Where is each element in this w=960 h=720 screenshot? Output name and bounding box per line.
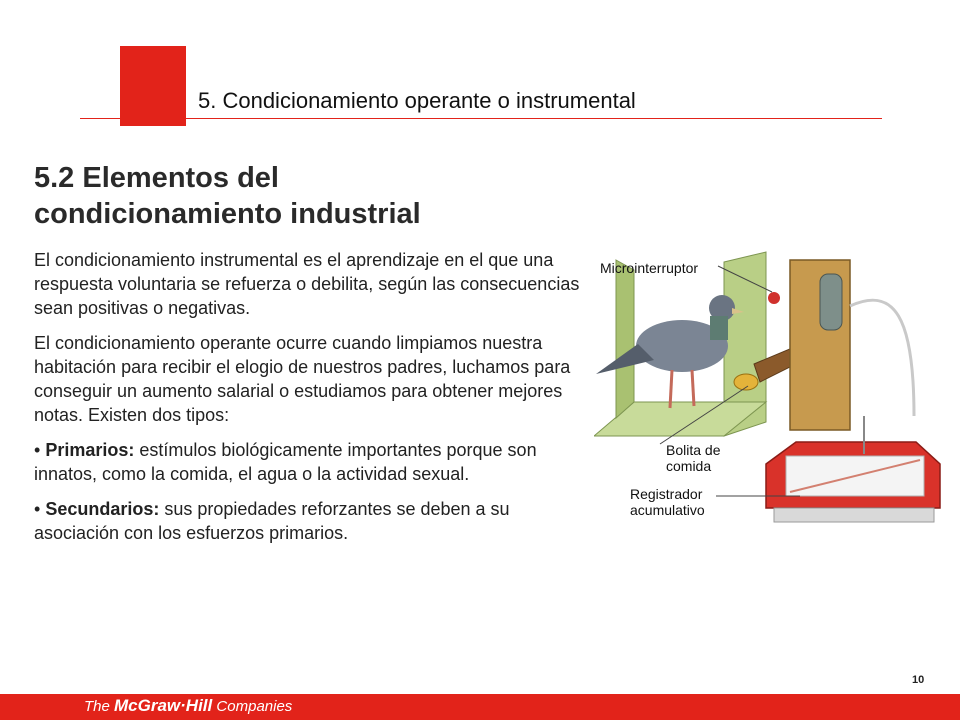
body-text <box>34 248 594 556</box>
bullet-primary <box>34 438 594 486</box>
label-food-pellet-line-1: Bolita de <box>666 442 721 458</box>
counter-cylinder <box>820 274 842 330</box>
skinner-box-illustration <box>594 246 956 546</box>
label-microswitch: Microinterruptor <box>600 260 699 276</box>
pigeon-leg <box>692 370 694 406</box>
logo-suffix: Companies <box>212 698 293 715</box>
paragraph-examples: El condicionamiento operante ocurre cuando limpiamos nuestra habitación para recibir el elogio de nuestros padres, luchamos para conseguir un aumento salarial o estudiamos para obtener mejores notas. Existen dos tipos: <box>34 333 571 425</box>
paragraph-definition: El condicionamiento instrumental es el aprendizaje en el que una respuesta voluntaria se refuerza o debilita, según las consecuencias sean positivas o negativas. <box>34 250 580 318</box>
label-recorder <box>630 486 705 518</box>
response-key <box>768 292 780 304</box>
recorder-base <box>774 508 934 522</box>
bullet-text: estímulos biológicamente importantes porque son innatos, como la comida, el agua o la actividad sexual. <box>34 440 537 484</box>
publisher-logo <box>84 696 292 716</box>
label-food-pellet <box>666 442 720 474</box>
bullet-text: sus propiedades reforzantes se deben a su asociación con los esfuerzos primarios. <box>34 499 510 543</box>
header-red-block <box>120 46 186 126</box>
footer-bar <box>0 694 960 720</box>
pigeon-leg <box>670 370 672 408</box>
logo-name: McGraw·Hill <box>114 696 213 715</box>
label-recorder-line-1: Registrador <box>630 486 703 502</box>
bullet-secondary <box>34 497 594 545</box>
slide-title <box>34 160 594 232</box>
slide-title-line-1: 5.2 Elementos del <box>34 162 279 194</box>
bullet-marker: • <box>34 440 46 460</box>
pigeon-neck <box>710 316 728 340</box>
bullet-term: Secundarios: <box>45 499 160 519</box>
label-recorder-line-2: acumulativo <box>630 502 705 518</box>
page-number: 10 <box>912 674 925 686</box>
slide-title-line-2: condicionamiento industrial <box>34 198 421 230</box>
bullet-term: Primarios: <box>45 440 135 460</box>
connection-cable <box>850 300 914 416</box>
chamber-side-panel <box>616 260 634 418</box>
bullet-marker: • <box>34 499 46 519</box>
logo-prefix: The <box>84 698 115 715</box>
section-title: 5. Condicionamiento operante o instrumental <box>198 88 636 113</box>
header-divider <box>80 118 882 119</box>
label-food-pellet-line-2: comida <box>666 458 712 474</box>
